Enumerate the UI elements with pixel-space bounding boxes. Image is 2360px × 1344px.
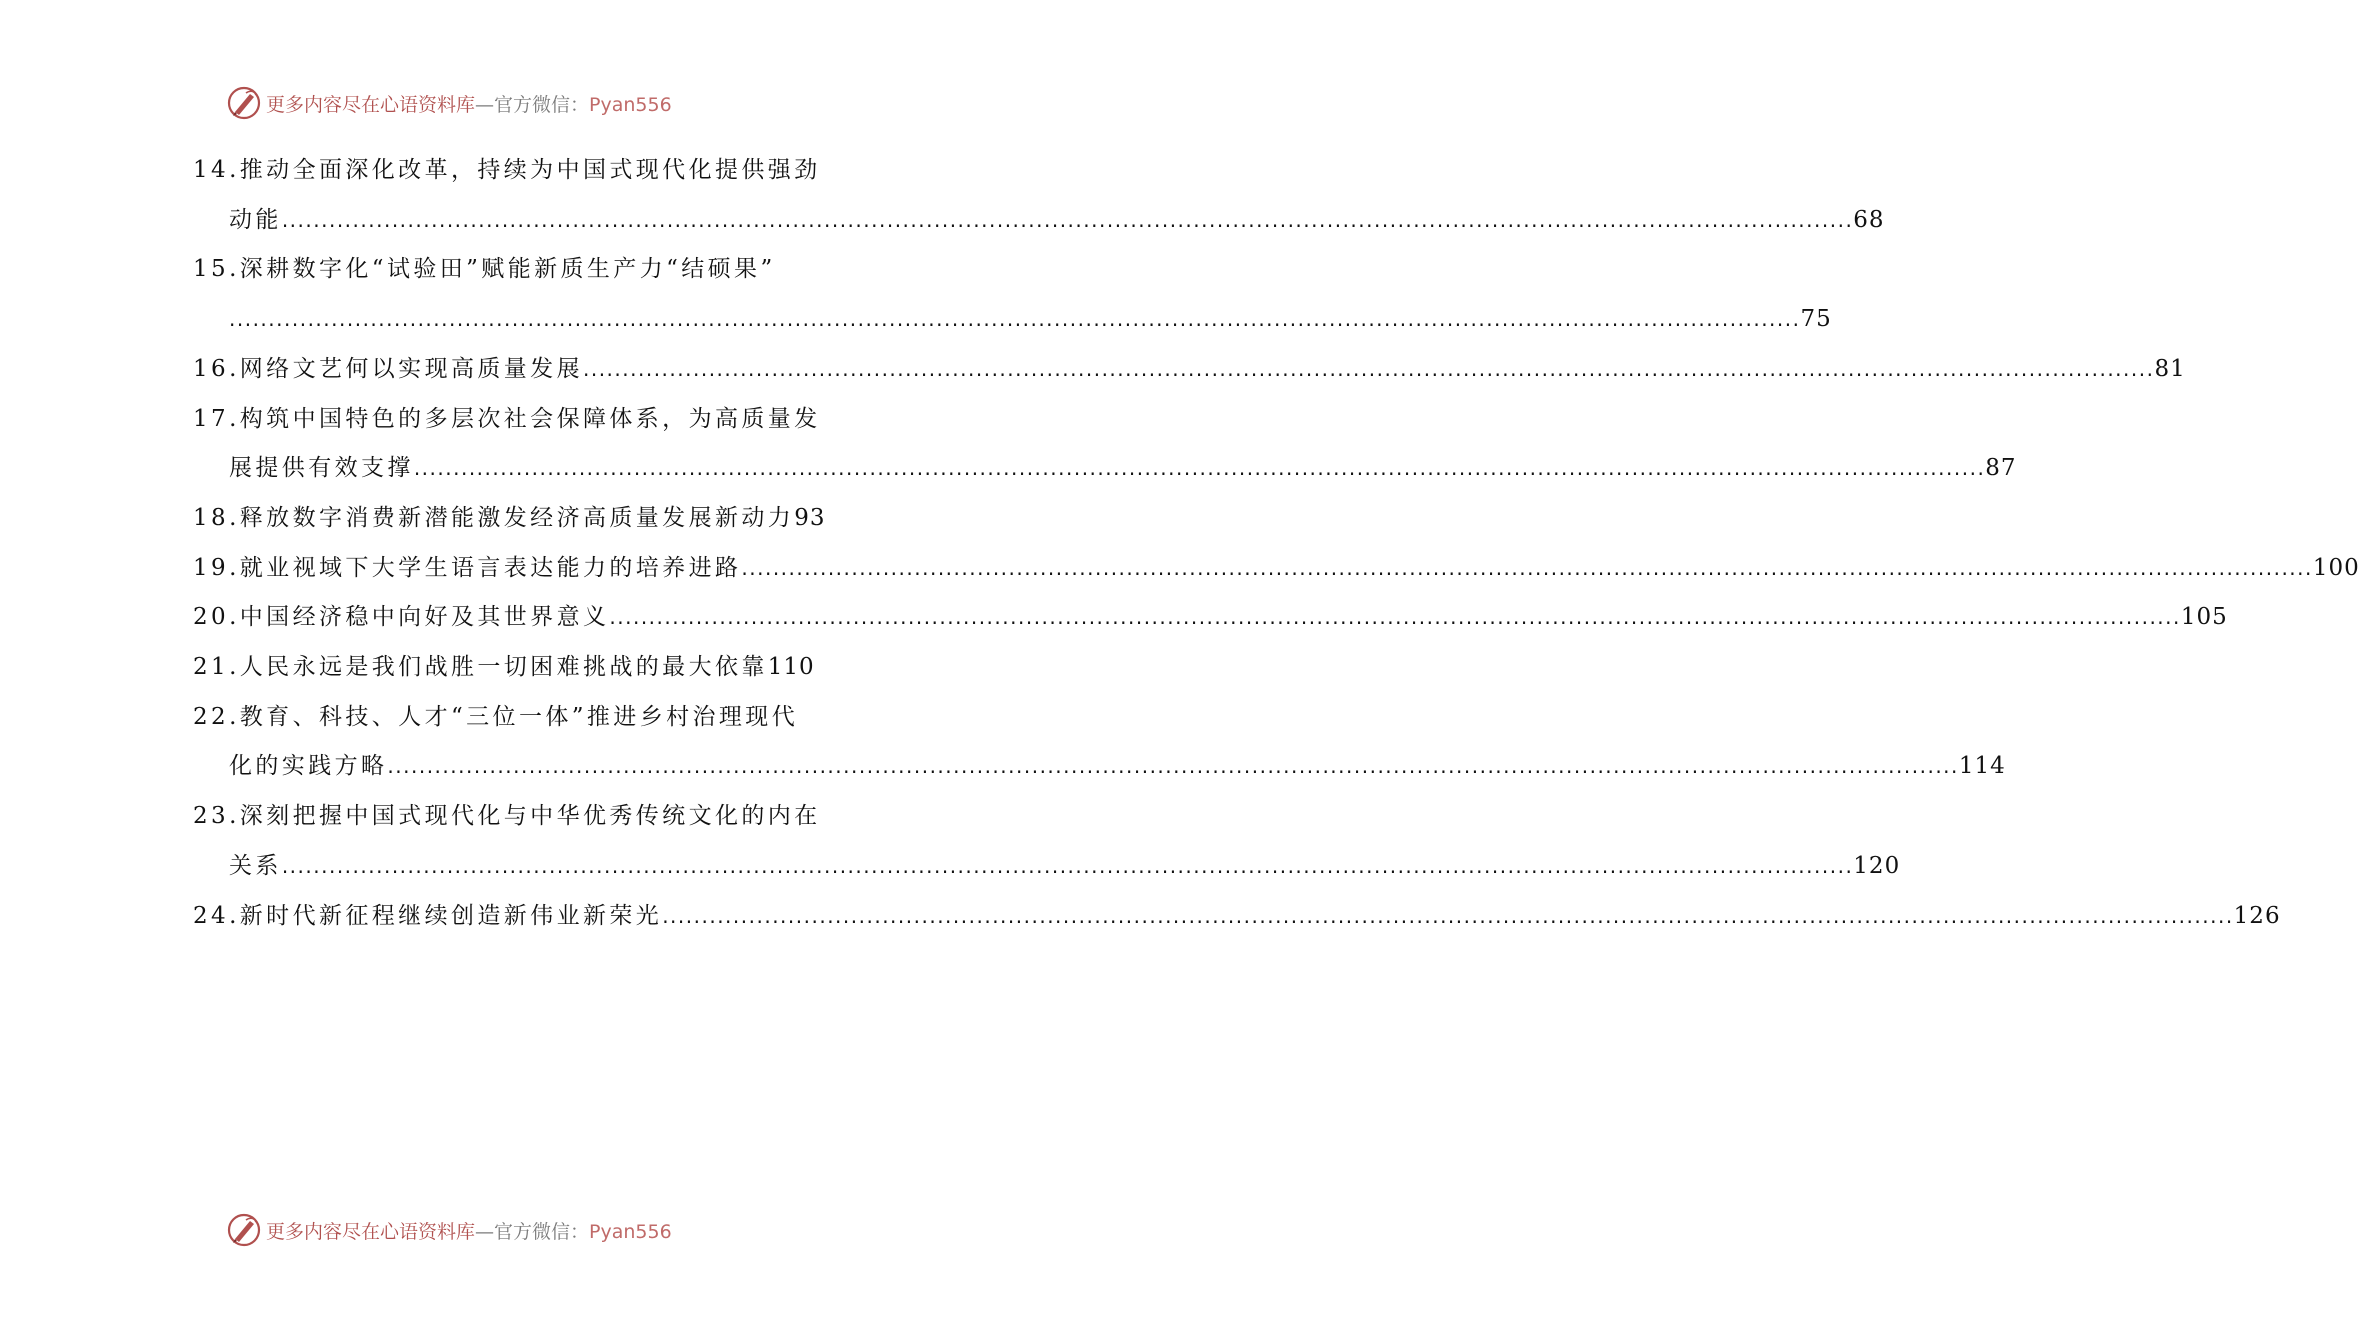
dot-leader: ........................................................................................................................................................................................................ bbox=[229, 307, 1801, 332]
toc-entry-number: 20. bbox=[193, 604, 240, 631]
toc-entry-text bbox=[193, 493, 794, 543]
toc-entry-line[interactable] bbox=[193, 791, 821, 841]
toc-entry-title: 推动全面深化改革，持续为中国式现代化提供强劲 bbox=[239, 157, 821, 183]
toc-page-number: 110 bbox=[767, 654, 815, 680]
dot-leader: ........................................................................................................................................................................................................ bbox=[281, 207, 1854, 232]
toc-entry-number: 22. bbox=[193, 703, 240, 730]
toc-entry-title: 展提供有效支撑 bbox=[229, 455, 414, 482]
toc-entry-number: 15. bbox=[193, 256, 240, 283]
toc-entry-line[interactable] bbox=[193, 394, 821, 444]
toc-entry-line[interactable] bbox=[229, 841, 1901, 891]
toc-entry-text bbox=[229, 195, 282, 245]
toc-entry-title: 深耕数字化“试验田”赋能新质生产力“结硕果” bbox=[239, 256, 776, 283]
toc-entry-title: 动能 bbox=[229, 206, 282, 233]
toc-entry-title: 关系 bbox=[229, 852, 282, 879]
toc-entry-line[interactable] bbox=[193, 244, 803, 294]
toc-entry-title: 深刻把握中国式现代化与中华优秀传统文化的内在 bbox=[239, 803, 821, 830]
toc-page-number: 120 bbox=[1853, 852, 1901, 879]
toc-page-number: 87 bbox=[1985, 455, 2017, 482]
toc-page-number: 81 bbox=[2154, 355, 2186, 382]
toc-entry-text bbox=[193, 157, 821, 183]
banner-subtitle: 官方微信： bbox=[494, 1220, 590, 1243]
toc-entry-number: 18. bbox=[193, 504, 240, 531]
toc-page-number: 93 bbox=[794, 504, 826, 531]
toc-page-number: 68 bbox=[1853, 206, 1885, 233]
toc-entry-title: 人民永远是我们战胜一切困难挑战的最大依靠 bbox=[239, 654, 768, 680]
toc-entry-number: 24. bbox=[193, 902, 240, 929]
toc-page-number: 100 bbox=[2312, 554, 2360, 581]
toc-entry-line[interactable] bbox=[193, 891, 2281, 941]
banner-subtitle: 官方微信： bbox=[494, 93, 590, 116]
banner-title: 更多内容尽在心语资料库 bbox=[266, 93, 476, 116]
toc-entry-title: 构筑中国特色的多层次社会保障体系，为高质量发 bbox=[239, 405, 821, 432]
banner-handle: Pyan556 bbox=[589, 93, 672, 116]
toc-entry-text bbox=[193, 543, 741, 593]
banner-dash: — bbox=[475, 93, 495, 116]
toc-entry-text bbox=[193, 891, 662, 941]
toc-entry-number: 16. bbox=[193, 355, 240, 382]
toc-entry-line[interactable] bbox=[229, 741, 2006, 791]
toc-entry-text bbox=[193, 592, 609, 642]
toc-entry-text bbox=[193, 704, 798, 730]
toc-entry-title: 网络文艺何以实现高质量发展 bbox=[239, 355, 583, 382]
dot-leader: ........................................................................................................................................................................................................ bbox=[413, 456, 1986, 481]
toc-entry-text bbox=[193, 344, 583, 394]
toc-page-number: 126 bbox=[2233, 902, 2281, 929]
toc-entry-number: 21. bbox=[193, 654, 240, 680]
toc-entry-title: 教育、科技、人才“三位一体”推进乡村治理现代 bbox=[239, 703, 799, 730]
toc-entry-text bbox=[229, 741, 387, 791]
toc-entry-text bbox=[193, 642, 768, 692]
banner-title: 更多内容尽在心语资料库 bbox=[266, 1220, 476, 1243]
dot-leader: ........................................................................................................................................................................................................ bbox=[387, 754, 1959, 779]
toc-entry-title: 中国经济稳中向好及其世界意义 bbox=[239, 604, 610, 631]
toc-page-number: 114 bbox=[1958, 753, 2006, 780]
footer-watermark bbox=[226, 1210, 726, 1250]
dot-leader: ........................................................................................................................................................................................................ bbox=[609, 605, 2181, 630]
dot-leader: ........................................................................................................................................................................................................ bbox=[741, 555, 2313, 580]
toc-entry-line[interactable] bbox=[193, 493, 826, 543]
toc-entry-text bbox=[229, 443, 414, 493]
toc-entry-title: 新时代新征程继续创造新伟业新荣光 bbox=[239, 902, 663, 929]
dot-leader: ........................................................................................................................................................................................................ bbox=[662, 903, 2234, 928]
toc-entry-line[interactable] bbox=[193, 145, 821, 195]
banner-handle: Pyan556 bbox=[589, 1220, 672, 1243]
header-watermark bbox=[226, 83, 726, 123]
toc-entry-text bbox=[193, 406, 821, 432]
banner-dash: — bbox=[475, 1220, 495, 1243]
toc-entry-line[interactable] bbox=[193, 344, 2186, 394]
toc-entry-line[interactable] bbox=[229, 443, 2017, 493]
toc-entry-number: 17. bbox=[193, 405, 240, 432]
toc-entry-text bbox=[193, 256, 776, 282]
toc-entry-number: 14. bbox=[193, 157, 240, 183]
toc-entry-text bbox=[229, 841, 282, 891]
toc-entry-line[interactable] bbox=[193, 692, 803, 742]
dot-leader: ........................................................................................................................................................................................................ bbox=[281, 853, 1854, 878]
toc-entry-title: 释放数字消费新潜能激发经济高质量发展新动力 bbox=[239, 504, 795, 531]
toc-entry-line[interactable] bbox=[229, 294, 1832, 344]
dot-leader: ........................................................................................................................................................................................................ bbox=[582, 356, 2155, 381]
toc-entry-number: 23. bbox=[193, 803, 240, 830]
toc-entry-line[interactable] bbox=[193, 543, 2360, 593]
toc-entry-number: 19. bbox=[193, 554, 240, 581]
toc-entry-title: 化的实践方略 bbox=[229, 753, 388, 780]
pen-logo-icon bbox=[226, 85, 262, 121]
toc-entry-text bbox=[193, 803, 821, 829]
pen-logo-icon bbox=[226, 1212, 262, 1248]
toc-entry-line[interactable] bbox=[193, 642, 815, 692]
toc-page-number: 75 bbox=[1800, 306, 1832, 333]
toc-entry-line[interactable] bbox=[193, 592, 2228, 642]
toc-entry-line[interactable] bbox=[229, 195, 1885, 245]
toc-page-number: 105 bbox=[2180, 604, 2228, 631]
toc-entry-title: 就业视域下大学生语言表达能力的培养进路 bbox=[239, 554, 742, 581]
